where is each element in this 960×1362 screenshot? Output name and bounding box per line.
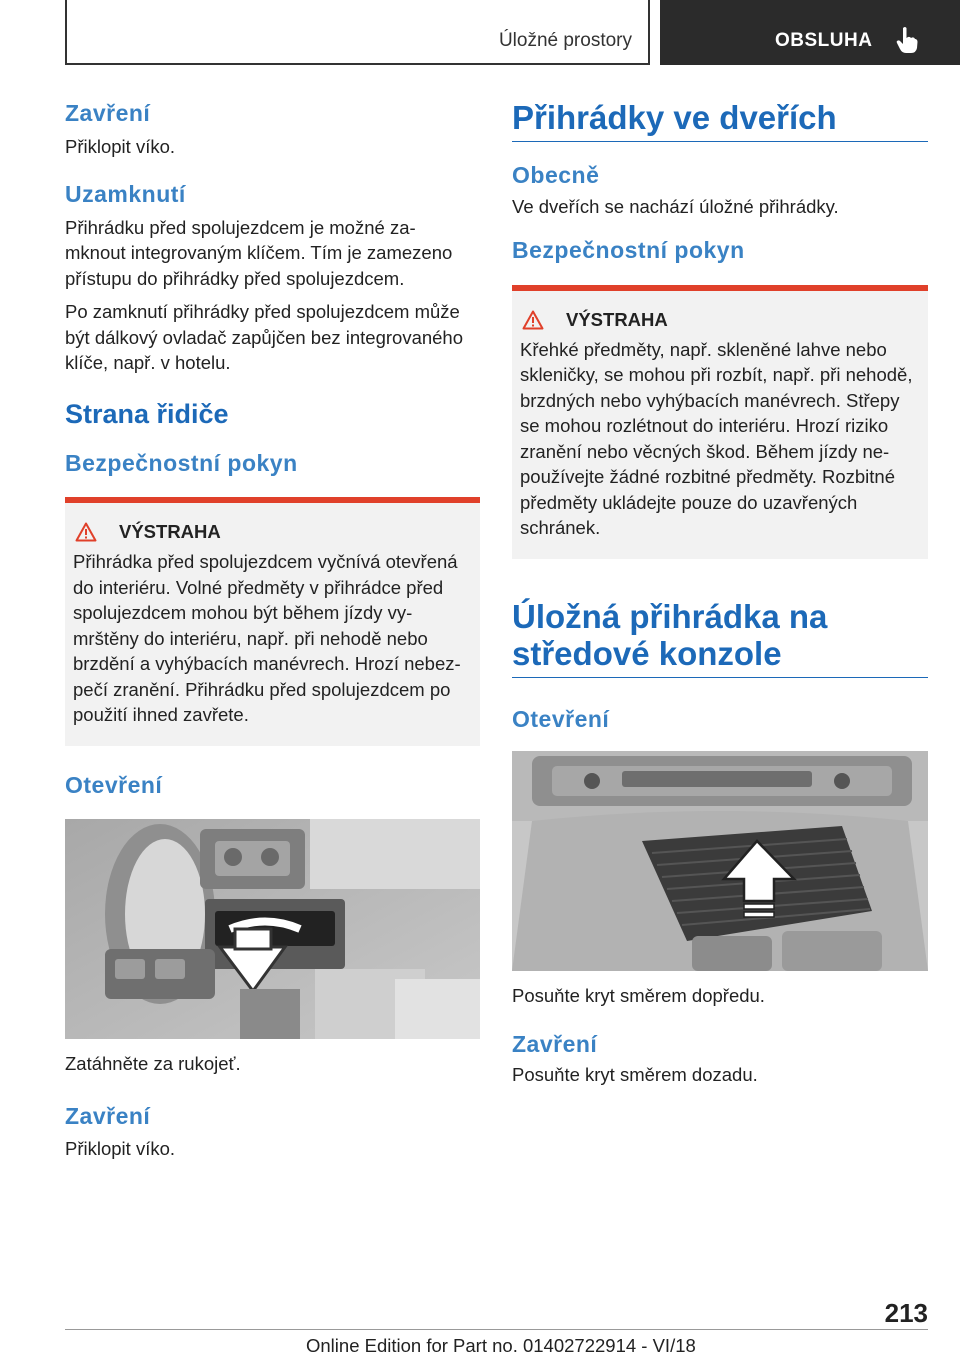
text-line: pečí zranění. Přihrádku před spolujezdcem po xyxy=(73,678,451,700)
text-line: do interiéru. Volné předměty v přihrádce před xyxy=(73,576,444,598)
text-line: Po zamknutí přihrádky před spolujezdcem může xyxy=(65,301,460,323)
bezpecnostni-pokyn-heading: Bezpečnostní pokyn xyxy=(65,449,298,476)
bezpecnostni-pokyn-heading: Bezpečnostní pokyn xyxy=(512,237,745,264)
zavreni-text-2: Přiklopit víko. xyxy=(65,1138,176,1160)
otevreni-caption: Zatáhněte za rukojeť. xyxy=(65,1053,241,1075)
warning-triangle-icon xyxy=(522,310,544,330)
obecne-heading: Obecně xyxy=(512,161,600,188)
obecne-text: Ve dveřích se nachází úložné přihrádky. xyxy=(512,195,839,217)
footer-divider xyxy=(65,1329,928,1330)
otevreni-heading: Otevření xyxy=(65,771,163,798)
text-line: Křehké předměty, např. skleněné lahve nebo xyxy=(520,338,887,360)
prihradky-ve-dverich-heading: Přihrádky ve dveřích xyxy=(512,100,928,142)
warning-title xyxy=(520,309,918,331)
text-line: mrštěny do interiéru, např. při nehodě nebo xyxy=(73,627,428,649)
header-section-title: Úložné prostory xyxy=(498,30,632,51)
left-column xyxy=(65,100,480,1162)
text-line: brzdných nebo vyhýbacích manévrech. Střepy xyxy=(520,389,900,411)
uzamknuti-heading: Uzamknutí xyxy=(65,181,186,208)
zavreni-text: Posuňte kryt směrem dozadu. xyxy=(512,1064,758,1086)
footer-edition-text: Online Edition for Part no. 01402722914 - VI/18 xyxy=(306,1335,696,1356)
pointing-hand-icon xyxy=(896,26,918,54)
strana-ridice-heading: Strana řidiče xyxy=(65,398,229,429)
warning-text xyxy=(520,337,918,541)
warning-label: VÝSTRAHA xyxy=(119,521,221,543)
text-line: brzdění a vyhýbacích manévrech. Hrozí nebez- xyxy=(73,653,461,675)
text-line: schránek. xyxy=(520,517,601,539)
warning-triangle-icon xyxy=(75,522,97,542)
warning-text xyxy=(73,549,470,728)
header-chapter-title: OBSLUHA xyxy=(775,30,873,51)
console-open-illustration xyxy=(512,751,928,971)
otevreni-heading: Otevření xyxy=(512,705,610,732)
uzamknuti-paragraph-2 xyxy=(65,299,480,376)
text-line: mknout integrovaným klíčem. Tím je zamezeno xyxy=(65,242,453,264)
text-line: Přihrádka před spolujezdcem vyčnívá otevřená xyxy=(73,551,458,573)
header-chapter-tab xyxy=(660,0,960,65)
text-line: zranění nebo věcných škod. Během jízdy ne- xyxy=(520,440,890,462)
right-column xyxy=(512,100,928,1088)
heading-line: Úložná přihrádka na xyxy=(512,597,828,635)
glovebox-open-illustration xyxy=(65,819,480,1039)
zavreni-heading: Zavření xyxy=(512,1030,598,1057)
zavreni-heading-2: Zavření xyxy=(65,1102,151,1129)
uzamknuti-paragraph-1 xyxy=(65,215,480,292)
text-line: skleničky, se mohou při rozbít, např. při nehodě, xyxy=(520,364,913,386)
text-line: předměty ukládejte pouze do uzavřených xyxy=(520,491,858,513)
text-line: se mohou rozlétnout do interiéru. Hrozí riziko xyxy=(520,415,889,437)
heading-line: středové konzole xyxy=(512,634,782,672)
warning-box xyxy=(65,497,480,746)
text-line: klíče, např. v hotelu. xyxy=(65,352,231,374)
text-line: být dálkový ovladač zapůjčen bez integrovaného xyxy=(65,326,464,348)
header-section-tab xyxy=(65,0,650,65)
otevreni-caption: Posuňte kryt směrem dopředu. xyxy=(512,985,765,1007)
text-line: přístupu do přihrádky před spolujezdcem. xyxy=(65,267,405,289)
text-line: použití ihned zavřete. xyxy=(73,704,249,726)
warning-label: VÝSTRAHA xyxy=(566,308,668,330)
text-line: Přihrádku před spolujezdcem je možné za- xyxy=(65,216,416,238)
zavreni-text: Přiklopit víko. xyxy=(65,135,176,157)
warning-box xyxy=(512,285,928,559)
ulozna-prihradka-konzole-heading xyxy=(512,599,928,678)
text-line: spolujezdcem mohou být během jízdy vy- xyxy=(73,602,413,624)
page-number: 213 xyxy=(884,1298,928,1328)
zavreni-heading: Zavření xyxy=(65,100,151,126)
warning-title xyxy=(73,521,470,543)
text-line: používejte žádné rozbitné předměty. Rozbitné xyxy=(520,466,896,488)
